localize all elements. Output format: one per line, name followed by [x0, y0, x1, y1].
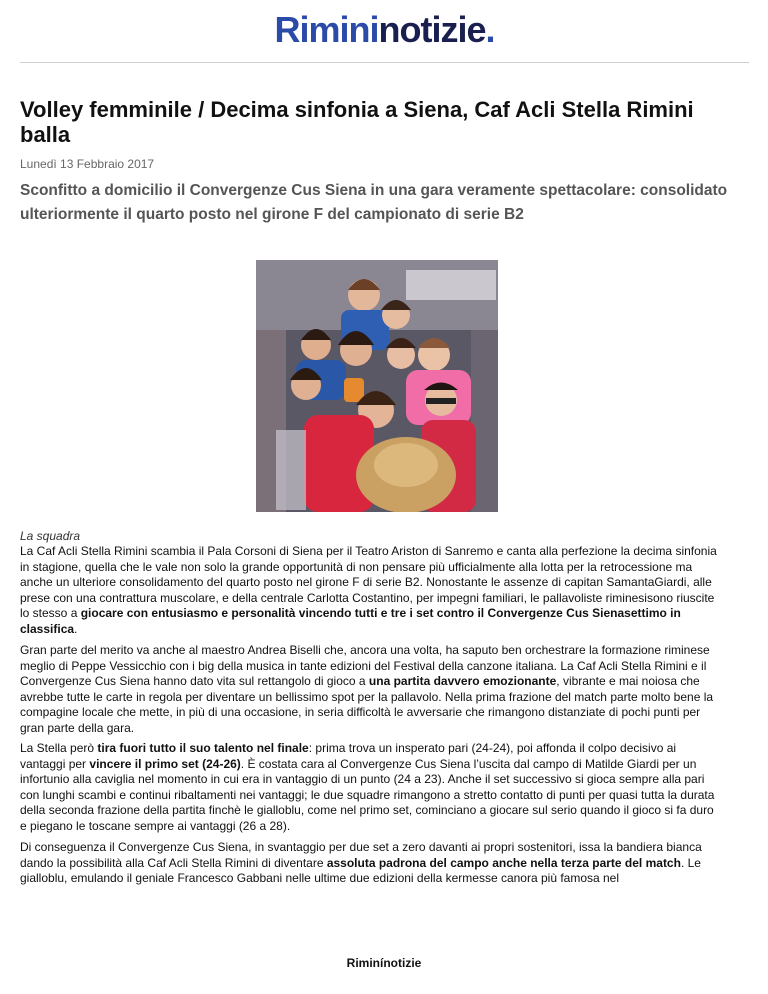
page-footer: Riminínotizie: [346, 956, 422, 970]
article-paragraph-1: [20, 544, 720, 638]
paragraph-text: La Caf Acli Stella Rimini scambia il Pala Corsoni di Siena per il Teatro Ariston di Sanremo e canta alla perfezione la decima sinfonia in stagione, quella che le vale non solo la grande opportunità di non pensare più ufficialmente alla lotta per la retrocessione ma anche un ulteriore consolidamento del quarto posto nel girone F di serie B2. Nonostante le assenze di capitan SamantaGiardi, alle prese con una contrattura muscolare, e della centrale Carlotta Costantino, per impegni familiari, le pallavoliste riminesisono riuscite lo stesso a: [20, 544, 717, 621]
paragraph-text: Gran parte del merito va anche al maestro Andrea Biselli che, ancora una volta, ha saputo ben orchestrare la formazione riminese meglio di Peppe Vessicchio con i big della musica in tante edizioni del Festival della canzone italiana. La Caf Acli Stella Rimini e il Convergenze Cus Siena hanno dato vita sul rettangolo di gioco a: [20, 643, 710, 689]
site-logo[interactable]: [20, 10, 749, 50]
article-paragraph-3: [20, 741, 720, 835]
paragraph-emphasis: giocare con entusiasmo e personalità vincendo tutti e tre i set contro il Convergenze Cus Sienasettimo in classifica: [20, 606, 681, 636]
article-paragraph-4: [20, 840, 720, 887]
paragraph-text: : prima trova un insperato pari (24-24), poi affonda il colpo decisivo ai vantaggi per: [20, 741, 677, 771]
team-photo-illustration: [256, 260, 498, 512]
paragraph-text: . È costata cara al Convergenze Cus Siena l’uscita dal campo di Matilde Giardi per un infortunio alla caviglia nel momento in cui era in vantaggio di un punto (24 a 23). Anche il set successivo si gioca sempre alla pari con lunghi scambi e continui ribaltamenti nei vantaggi; le due squadre rimangono a stretto contatto di punti per quasi tutta la durata della seconda frazione della partita finchè le gialloblu, come nel primo set, cominciano a giocare sul serio quando il gioco si fa duro e piegano le toscane sempre ai vantaggi (26 a 28).: [20, 756, 715, 833]
masthead: [20, 0, 749, 63]
team-photo: [256, 260, 498, 512]
image-caption: La squadra: [20, 529, 81, 543]
logo-notizie: notizie: [378, 9, 486, 50]
logo-rimini: Rimini: [274, 9, 379, 50]
article-subtitle: Sconfitto a domicilio il Convergenze Cus Siena in una gara veramente spettacolare: consolidato ulteriormente il quarto posto nel girone F del campionato di serie B2: [20, 182, 728, 223]
logo-dot: .: [485, 9, 495, 50]
paragraph-text: . Le gialloblu, emulando il geniale Francesco Gabbani nelle ultime due edizioni della kermesse canora più famosa nel: [20, 855, 701, 886]
paragraph-text: Di conseguenza il Convergenze Cus Siena, in svantaggio per due set a zero davanti ai propri sostenitori, issa la bandiera bianca dando la possibilità alla Caf Acli Stella Rimini di diventare: [20, 840, 702, 870]
paragraph-emphasis: assoluta padrona del campo anche nella terza parte del match: [326, 855, 681, 870]
paragraph-text: , vibrante e mai noiosa che avrebbe tutte le carte in regola per diventare un bellissimo spot per la pallavolo. Nella prima frazione del match parte molto bene la compagine locale che mette, in più di una occasione, in seria difficoltà le avversarie che rimangono distanziate di pochi punti per gran parte della gara.: [20, 674, 714, 735]
paragraph-text: .: [74, 621, 78, 636]
paragraph-emphasis: vincere il primo set (24-26): [89, 756, 241, 771]
article-paragraph-2: [20, 643, 720, 737]
paragraph-text: La Stella però: [20, 741, 98, 755]
article-title: Volley femminile / Decima sinfonia a Siena, Caf Acli Stella Rimini balla: [20, 97, 694, 147]
paragraph-emphasis: tira fuori tutto il suo talento nel finale: [97, 741, 309, 755]
article-date: Lunedì 13 Febbraio 2017: [20, 157, 155, 171]
paragraph-emphasis: una partita davvero emozionante: [368, 674, 557, 689]
